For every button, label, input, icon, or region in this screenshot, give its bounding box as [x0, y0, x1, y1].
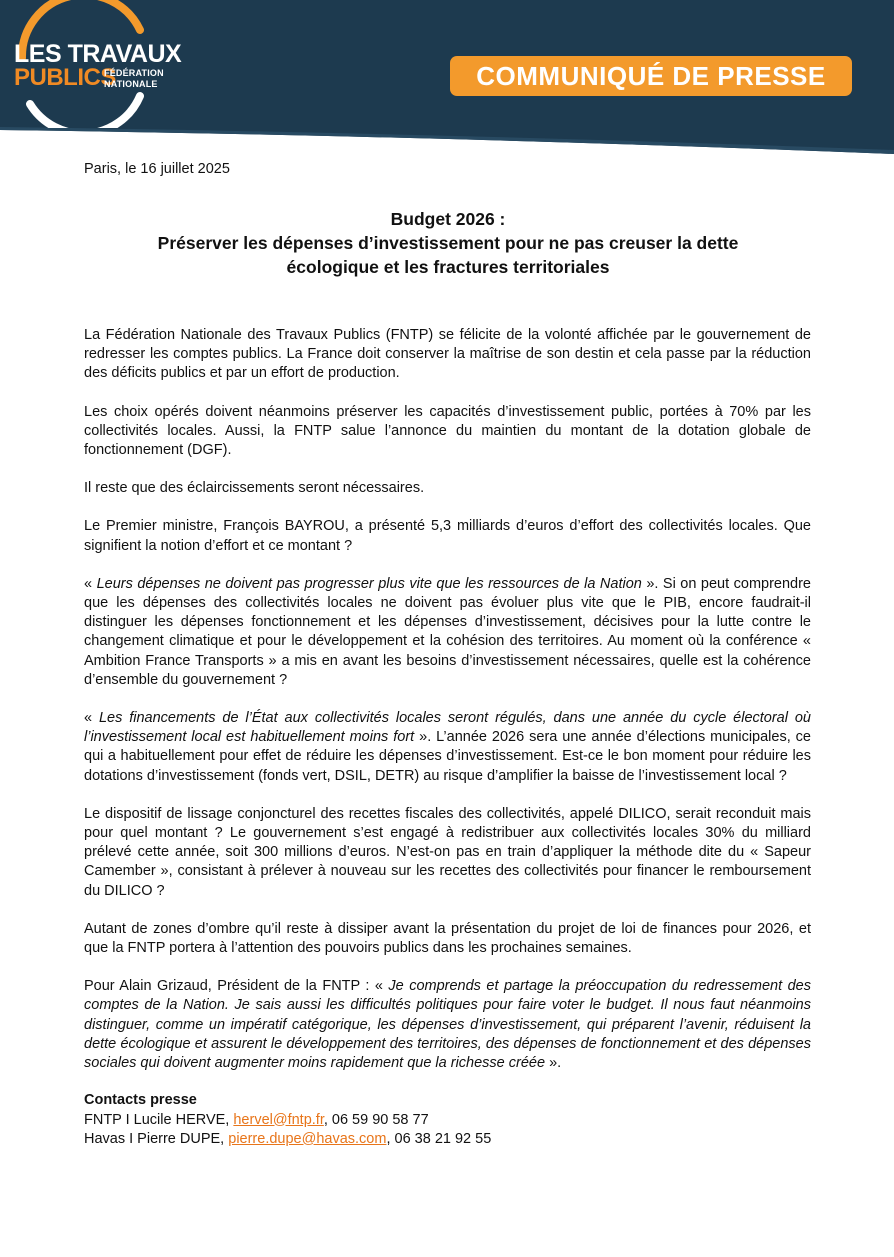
logo-text-publics: PUBLICS: [14, 64, 116, 91]
release-title: [60, 207, 836, 279]
paragraph-text: ». Si on peut comprendre que les dépenses des collectivités locales ne doivent pas évoluer plus vite que le PIB, encore faudrait-il distinguer les dépenses fonctionnement et les dépenses d’investissement, décisives pour la lutte contre le changement climatique et pour le développement et la cohésion des territoires. Au moment où la conférence « Ambition France Transports » a mis en avant les besoins d’investissement nécessaires, quelle est la cohérence d’ensemble du gouvernement ?: [84, 575, 811, 688]
contact-name: FNTP I Lucile HERVE,: [84, 1111, 234, 1128]
paragraph-3: Il reste que des éclaircissements seront nécessaires.: [84, 480, 425, 497]
page-header: [0, 0, 894, 154]
quote-close: ».: [545, 1055, 562, 1072]
quote-open: «: [84, 575, 97, 592]
quote-open: «: [84, 710, 99, 727]
contact-fntp: [84, 1111, 811, 1130]
press-release-badge: COMMUNIQUÉ DE PRESSE: [450, 56, 852, 96]
logo-text-nationale: NATIONALE: [104, 79, 158, 89]
logo-text-les-travaux: LES TRAVAUX: [14, 40, 182, 68]
contact-phone: , 06 38 21 92 55: [386, 1130, 492, 1147]
paragraph-4: Le Premier ministre, François BAYROU, a présenté 5,3 milliards d’euros d’effort des collectivités locales. Que signifient la notion d’effort et ce montant ?: [84, 518, 811, 554]
president-quote: Je comprends et partage la préoccupation du redressement des comptes de la Nation. Je sais aussi les difficultés politiques pour faire voter le budget. Il nous faut néanmoins distinguer, comme un impératif catégorique, les dépenses d’investissement, qui préparent l’avenir, réduisent la dette écologique et assurent le développement des territoires, des dépenses de fonctionnement et des dépenses sociales qui doivent augmenter moins rapidement que la richesse créée: [84, 978, 811, 1072]
contact-phone: , 06 59 90 58 77: [323, 1111, 429, 1128]
title-line-3: écologique et les fractures territoriales: [286, 257, 610, 277]
paragraph-1: La Fédération Nationale des Travaux Publics (FNTP) se félicite de la volonté affichée par le gouvernement de redresser les comptes publics. La France doit conserver la maîtrise de son destin et cela passe par la réduction des déficits publics et par un effort de production.: [84, 327, 811, 382]
release-body: [84, 326, 811, 1149]
contacts-heading: Contacts presse: [84, 1092, 197, 1109]
title-line-2: Préserver les dépenses d’investissement pour ne pas creuser la dette: [157, 233, 739, 253]
quote-intro: Pour Alain Grizaud, Président de la FNTP : «: [84, 978, 389, 995]
paragraph-8: Autant de zones d’ombre qu’il reste à dissiper avant la présentation du projet de loi de finances pour 2026, et que la FNTP portera à l’attention des pouvoirs publics dans les prochaines semaines.: [84, 920, 811, 957]
paragraph-6: [84, 709, 811, 786]
quote-text: Les financements de l’État aux collectivités locales seront régulés, dans une année du cycle électoral où l’investissement local est habituellement moins fort: [84, 710, 811, 746]
email-link-havas[interactable]: pierre.dupe@havas.com: [228, 1130, 387, 1147]
logo-text-federation: FÉDÉRATION: [104, 68, 164, 78]
contact-name: Havas I Pierre DUPE,: [84, 1130, 229, 1147]
paragraph-9: [84, 977, 811, 1073]
contact-havas: [84, 1130, 811, 1149]
paragraph-text: ». L’année 2026 sera une année d’élections municipales, ce qui a habituellement pour effet de réduire les dépenses d’investissement. Est-ce le bon moment pour réduire les dotations d’investissement (fonds vert, DSIL, DETR) au risque d’amplifier la baisse de l’investissement local ?: [84, 729, 811, 784]
paragraph-5: [84, 575, 811, 690]
release-date: Paris, le 16 juillet 2025: [84, 161, 230, 177]
title-line-1: Budget 2026 :: [390, 209, 506, 229]
quote-text: Leurs dépenses ne doivent pas progresser plus vite que les ressources de la Nation: [96, 575, 642, 592]
email-link-fntp[interactable]: hervel@fntp.fr: [233, 1111, 324, 1128]
paragraph-7: Le dispositif de lissage conjoncturel des recettes fiscales des collectivités, appelé DILICO, serait reconduit mais pour quel montant ? Le gouvernement s’est engagé à redistribuer aux collectivités locales 30% du milliard prélevé cette année, soit 300 millions d’euros. N’est-on pas en train d’appliquer la méthode dite du « Sapeur Camember », consistant à prélever à nouveau sur les recettes des collectivités pour financer le remboursement du DILICO ?: [84, 805, 811, 899]
paragraph-2: Les choix opérés doivent néanmoins préserver les capacités d’investissement public, portées à 70% par les collectivités locales. Aussi, la FNTP salue l’annonce du maintien du montant de la dotation globale de fonctionnement (DGF).: [84, 403, 811, 459]
press-contacts: [84, 1091, 811, 1149]
